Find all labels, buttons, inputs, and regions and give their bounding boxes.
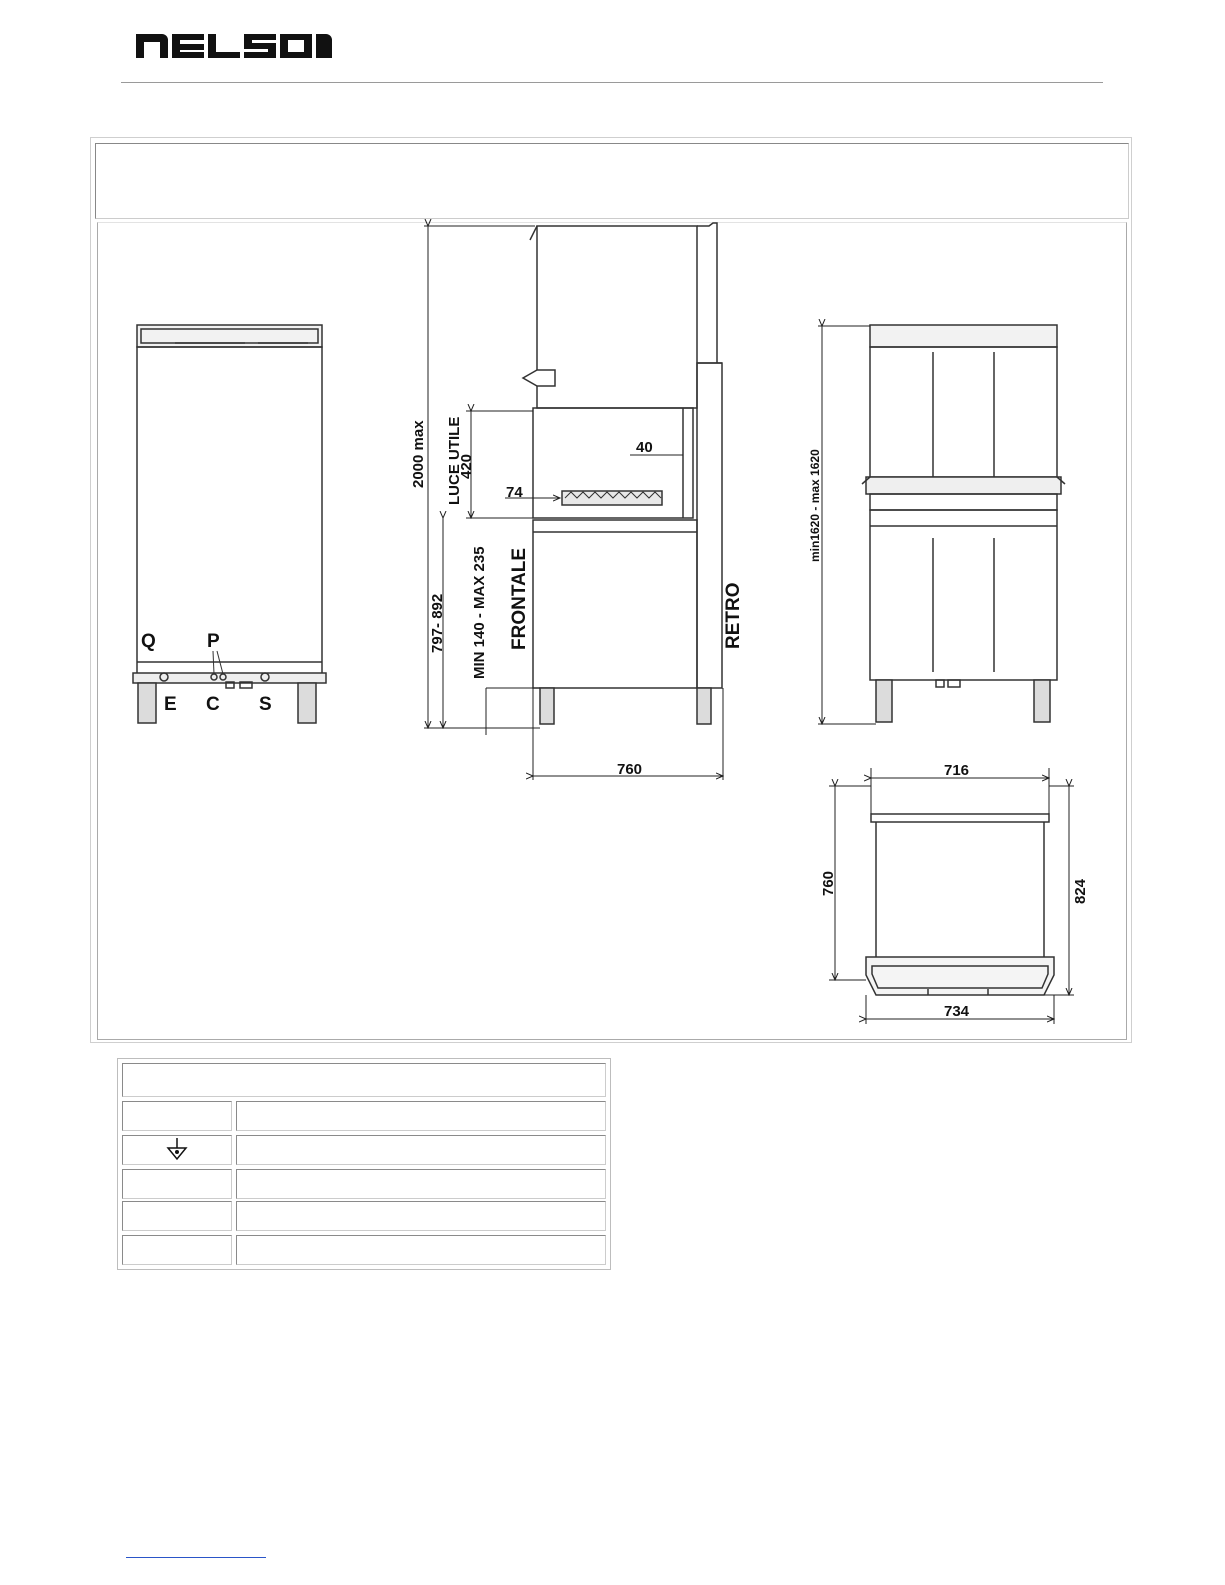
front-view (133, 325, 326, 723)
legend-symbol-cell (122, 1235, 232, 1265)
plan-view (829, 768, 1074, 1024)
dim-clearance-value: 420 (458, 453, 475, 479)
label-front: FRONTALE (509, 547, 530, 650)
dim-table-height: 797- 892 (429, 593, 446, 653)
legend-symbol-cell (122, 1169, 232, 1199)
dim-top-offset: 40 (636, 439, 653, 456)
footer-link-underline[interactable] (126, 1557, 266, 1558)
connections-legend (117, 1058, 611, 1270)
legend-header (122, 1063, 606, 1097)
legend-description-cell (236, 1201, 606, 1231)
earth-ground-icon (165, 1137, 189, 1163)
label-e: E (164, 694, 177, 715)
label-p: P (207, 631, 220, 652)
legend-description-cell (236, 1101, 606, 1131)
legend-row (122, 1201, 606, 1231)
rear-view (818, 325, 1065, 724)
dim-plan-depth: 760 (820, 870, 837, 896)
dim-plan-top-width: 716 (944, 762, 970, 779)
dim-total-height: 2000 max (410, 420, 427, 488)
label-c: C (206, 694, 220, 715)
legend-description-cell (236, 1169, 606, 1199)
legend-symbol-cell (122, 1101, 232, 1131)
legend-row (122, 1135, 606, 1165)
legend-description-cell (236, 1235, 606, 1265)
dim-plan-overall-depth: 824 (1072, 878, 1089, 904)
label-back: RETRO (723, 582, 744, 649)
label-s: S (259, 694, 272, 715)
legend-symbol-cell (122, 1135, 232, 1165)
dim-rack-offset: 74 (506, 484, 523, 501)
legend-symbol-cell (122, 1201, 232, 1231)
legend-row (122, 1101, 606, 1131)
dim-height-range: min1620 - max 1620 (808, 449, 822, 562)
dim-clearance-label: LUCE UTILE (446, 416, 463, 505)
legend-description-cell (236, 1135, 606, 1165)
side-view (424, 223, 723, 780)
logo-text: NELSON (136, 30, 141, 31)
dim-plan-bottom-width: 734 (944, 1003, 970, 1020)
dim-leg-adjust: MIN 140 - MAX 235 (471, 546, 488, 679)
legend-row (122, 1169, 606, 1199)
dim-depth: 760 (617, 761, 643, 778)
legend-row (122, 1235, 606, 1265)
label-q: Q (141, 631, 156, 652)
